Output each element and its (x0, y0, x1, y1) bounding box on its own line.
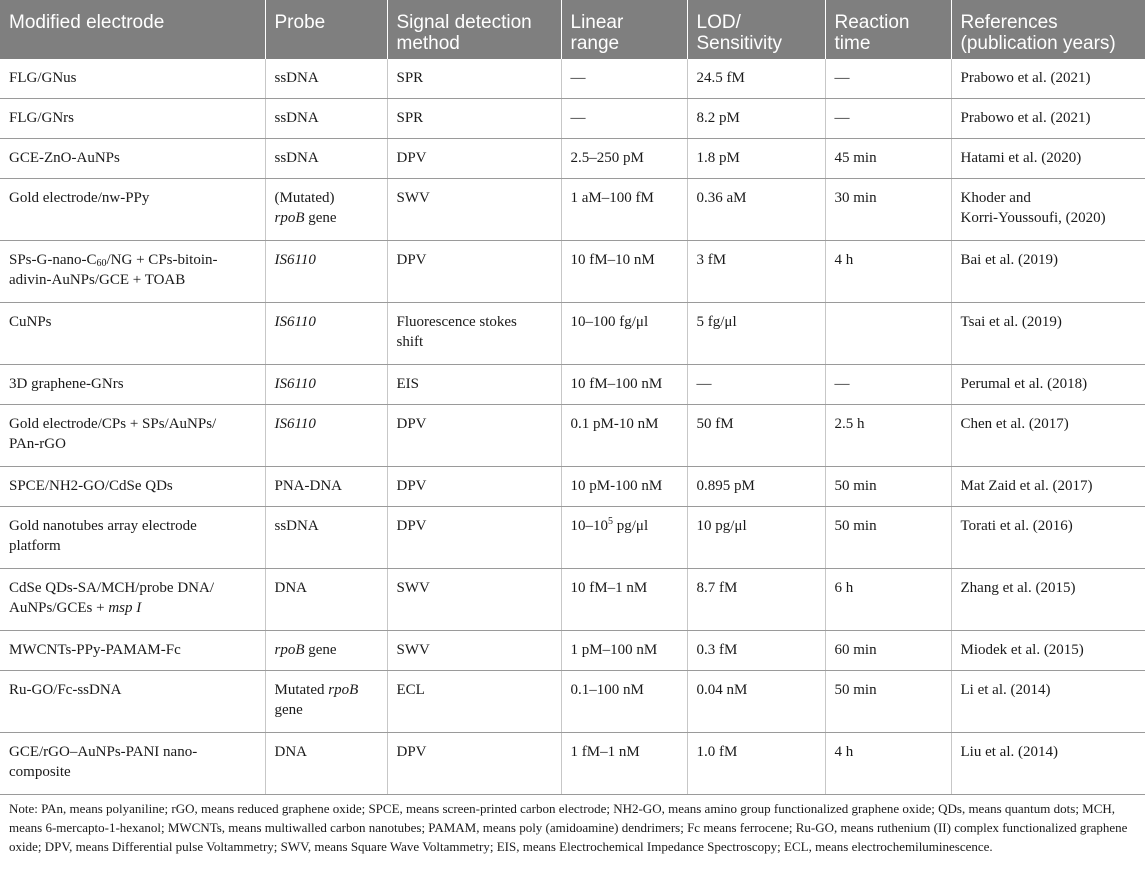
cell-range: 10 fM–100 nM (561, 365, 687, 405)
cell-method: Fluorescence stokes shift (387, 303, 561, 365)
cell-reference: Bai et al. (2019) (951, 241, 1145, 303)
cell-electrode: Gold nanotubes array electrode platform (0, 507, 265, 569)
cell-lod: 5 fg/μl (687, 303, 825, 365)
cell-reference: Zhang et al. (2015) (951, 569, 1145, 631)
cell-time: 4 h (825, 241, 951, 303)
cell-electrode: GCE/rGO–AuNPs-PANI nano- composite (0, 733, 265, 795)
cell-lod: 0.3 fM (687, 631, 825, 671)
header-signal-detection-method: Signal detection method (387, 0, 561, 59)
cell-time: 50 min (825, 467, 951, 507)
cell-method: DPV (387, 405, 561, 467)
cell-range: 0.1 pM-10 nM (561, 405, 687, 467)
cell-lod: 24.5 fM (687, 59, 825, 99)
table-row (0, 507, 1145, 569)
cell-electrode: GCE-ZnO-AuNPs (0, 139, 265, 179)
cell-lod: 1.8 pM (687, 139, 825, 179)
table-row (0, 467, 1145, 507)
table-row (0, 569, 1145, 631)
cell-reference: Mat Zaid et al. (2017) (951, 467, 1145, 507)
cell-range: 1 aM–100 fM (561, 179, 687, 241)
cell-range: 1 fM–1 nM (561, 733, 687, 795)
cell-electrode: MWCNTs-PPy-PAMAM-Fc (0, 631, 265, 671)
cell-reference: Perumal et al. (2018) (951, 365, 1145, 405)
cell-time: — (825, 59, 951, 99)
cell-method: SPR (387, 59, 561, 99)
cell-electrode: FLG/GNrs (0, 99, 265, 139)
cell-time: — (825, 99, 951, 139)
cell-range: 0.1–100 nM (561, 671, 687, 733)
table-row (0, 241, 1145, 303)
cell-probe: ssDNA (265, 59, 387, 99)
cell-time: — (825, 365, 951, 405)
cell-reference: Tsai et al. (2019) (951, 303, 1145, 365)
cell-probe: (Mutated) rpoB gene (265, 179, 387, 241)
header-linear-range: Linear range (561, 0, 687, 59)
cell-lod: — (687, 365, 825, 405)
cell-lod: 8.2 pM (687, 99, 825, 139)
cell-probe: PNA-DNA (265, 467, 387, 507)
table-row (0, 99, 1145, 139)
cell-electrode: FLG/GNus (0, 59, 265, 99)
cell-probe: ssDNA (265, 139, 387, 179)
cell-time: 60 min (825, 631, 951, 671)
table-row (0, 405, 1145, 467)
cell-range: 2.5–250 pM (561, 139, 687, 179)
cell-reference: Prabowo et al. (2021) (951, 59, 1145, 99)
cell-probe: ssDNA (265, 507, 387, 569)
cell-reference: Torati et al. (2016) (951, 507, 1145, 569)
cell-method: ECL (387, 671, 561, 733)
header-row (0, 0, 1145, 59)
cell-method: DPV (387, 241, 561, 303)
cell-method: SWV (387, 569, 561, 631)
cell-electrode: CdSe QDs-SA/MCH/probe DNA/ AuNPs/GCEs + msp I (0, 569, 265, 631)
cell-reference: Hatami et al. (2020) (951, 139, 1145, 179)
cell-reference: Prabowo et al. (2021) (951, 99, 1145, 139)
table-row (0, 303, 1145, 365)
cell-time: 4 h (825, 733, 951, 795)
table-row (0, 365, 1145, 405)
table-row (0, 631, 1145, 671)
cell-range: $10-10^5$ pg/μl (561, 507, 687, 569)
cell-electrode: 3D graphene-GNrs (0, 365, 265, 405)
cell-time: 45 min (825, 139, 951, 179)
cell-time: 50 min (825, 507, 951, 569)
cell-method: DPV (387, 733, 561, 795)
cell-lod: 0.04 nM (687, 671, 825, 733)
cell-probe: DNA (265, 733, 387, 795)
cell-range: — (561, 99, 687, 139)
table-row (0, 59, 1145, 99)
cell-range: 10–100 fg/μl (561, 303, 687, 365)
cell-method: SWV (387, 631, 561, 671)
cell-probe: IS6110 (265, 365, 387, 405)
cell-range: 1 pM–100 nM (561, 631, 687, 671)
cell-lod: 0.895 pM (687, 467, 825, 507)
header-modified-electrode: Modified electrode (0, 0, 265, 59)
cell-electrode: CuNPs (0, 303, 265, 365)
cell-electrode: Gold electrode/CPs + SPs/AuNPs/ PAn-rGO (0, 405, 265, 467)
header-reaction-time: Reaction time (825, 0, 951, 59)
cell-method: DPV (387, 467, 561, 507)
table-row (0, 139, 1145, 179)
header-lod-sensitivity: LOD/ Sensitivity (687, 0, 825, 59)
cell-reference: Li et al. (2014) (951, 671, 1145, 733)
cell-lod: 1.0 fM (687, 733, 825, 795)
table-row (0, 733, 1145, 795)
cell-time: 6 h (825, 569, 951, 631)
table-footnote: Note: PAn, means polyaniline; rGO, means reduced graphene oxide; SPCE, means screen-printed carbon electrode; NH2-GO, means amino group functionalized graphene oxide; QDs, means quantum dots; MCH, means 6-mercapto-1-hexanol; MWCNTs, means multiwalled carbon nanotubes; PAMAM, means poly (amidoamine) dendrimers; Fc means ferrocene; Ru-GO, means ruthenium (II) complex functionalized graphene oxide; DPV, means Differential pulse Voltammetry; SWV, means Square Wave Voltammetry; EIS, means Electrochemical Impedance Spectroscopy; ECL, means electrochemiluminescence. (9, 801, 1128, 854)
table-row (0, 671, 1145, 733)
cell-probe: DNA (265, 569, 387, 631)
cell-lod: 0.36 aM (687, 179, 825, 241)
cell-range: 10 pM-100 nM (561, 467, 687, 507)
cell-electrode: SPs-$G-nano-C_{60}/NG$ + CPs-bitoin- adivin-AuNPs/GCE + TOAB (0, 241, 265, 303)
cell-time: 2.5 h (825, 405, 951, 467)
cell-method: SPR (387, 99, 561, 139)
cell-probe: ssDNA (265, 99, 387, 139)
cell-method: DPV (387, 507, 561, 569)
table-row (0, 179, 1145, 241)
cell-lod: 50 fM (687, 405, 825, 467)
cell-time: 30 min (825, 179, 951, 241)
cell-range: 10 fM–1 nM (561, 569, 687, 631)
cell-method: DPV (387, 139, 561, 179)
cell-electrode: Gold electrode/nw-PPy (0, 179, 265, 241)
cell-method: EIS (387, 365, 561, 405)
cell-probe: Mutated rpoB gene (265, 671, 387, 733)
cell-reference: Miodek et al. (2015) (951, 631, 1145, 671)
header-references: References (publication years) (951, 0, 1145, 59)
cell-reference: Liu et al. (2014) (951, 733, 1145, 795)
cell-probe: IS6110 (265, 405, 387, 467)
cell-electrode: SPCE/NH2-GO/CdSe QDs (0, 467, 265, 507)
cell-time (825, 303, 951, 365)
header-probe: Probe (265, 0, 387, 59)
cell-time: 50 min (825, 671, 951, 733)
cell-probe: IS6110 (265, 303, 387, 365)
cell-lod: 10 pg/μl (687, 507, 825, 569)
cell-electrode: Ru-GO/Fc-ssDNA (0, 671, 265, 733)
cell-method: SWV (387, 179, 561, 241)
cell-range: 10 fM–10 nM (561, 241, 687, 303)
cell-probe: rpoB gene (265, 631, 387, 671)
cell-reference: Khoder and Korri-Youssoufi, (2020) (951, 179, 1145, 241)
cell-lod: 8.7 fM (687, 569, 825, 631)
cell-lod: 3 fM (687, 241, 825, 303)
cell-range: — (561, 59, 687, 99)
cell-reference: Chen et al. (2017) (951, 405, 1145, 467)
cell-probe: IS6110 (265, 241, 387, 303)
